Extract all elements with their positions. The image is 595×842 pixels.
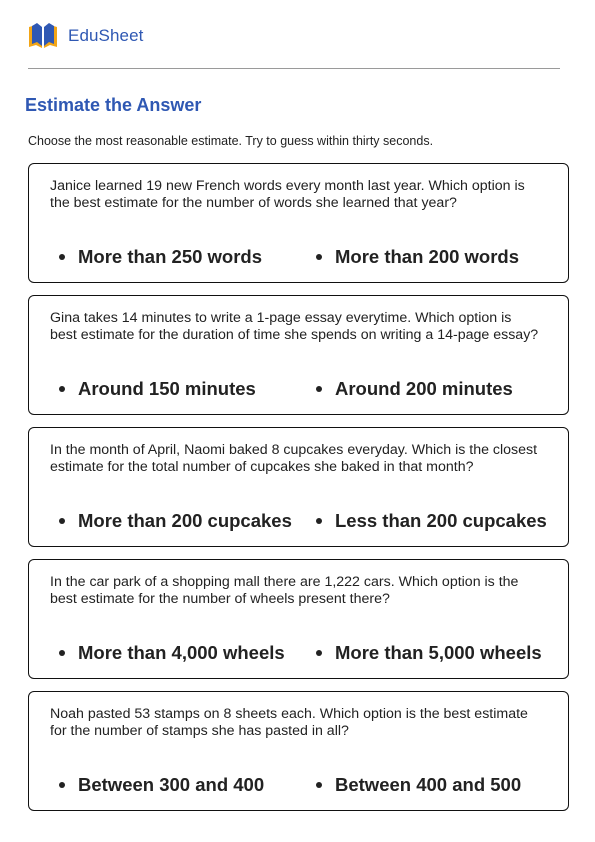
- question-card-4: [28, 559, 569, 679]
- question-card-1: [28, 163, 569, 283]
- option-label: More than 200 cupcakes: [78, 510, 292, 531]
- answer-option[interactable]: [316, 246, 573, 268]
- question-text: Noah pasted 53 stamps on 8 sheets each. Which option is the best estimate for the number of stamps she has pasted in all?: [50, 706, 528, 739]
- option-label: Around 150 minutes: [78, 378, 256, 399]
- bullet-icon: [316, 782, 322, 788]
- bullet-icon: [59, 782, 65, 788]
- answer-option[interactable]: [59, 642, 316, 664]
- answer-option[interactable]: [316, 774, 573, 796]
- question-card-2: [28, 295, 569, 415]
- option-label: More than 4,000 wheels: [78, 642, 285, 663]
- answer-options: [59, 774, 573, 796]
- bullet-icon: [316, 518, 322, 524]
- bullet-icon: [316, 386, 322, 392]
- question-list: [28, 163, 569, 823]
- option-label: Less than 200 cupcakes: [335, 510, 547, 531]
- brand-name: EduSheet: [68, 26, 144, 45]
- option-label: Between 400 and 500: [335, 774, 522, 795]
- option-label: More than 200 words: [335, 246, 520, 267]
- answer-option[interactable]: [59, 774, 316, 796]
- bullet-icon: [316, 254, 322, 260]
- answer-option[interactable]: [316, 378, 573, 400]
- answer-option[interactable]: [59, 246, 316, 268]
- question-text: Gina takes 14 minutes to write a 1-page essay everytime. Which option is best estimate for the duration of time she spends on writing a 14-page essay?: [50, 310, 539, 343]
- answer-option[interactable]: [59, 378, 316, 400]
- option-label: More than 5,000 wheels: [335, 642, 542, 663]
- header-divider: [28, 68, 560, 69]
- question-card-3: [28, 427, 569, 547]
- bullet-icon: [59, 254, 65, 260]
- question-card-5: [28, 691, 569, 811]
- bullet-icon: [59, 386, 65, 392]
- bullet-icon: [59, 518, 65, 524]
- option-label: Between 300 and 400: [78, 774, 265, 795]
- answer-option[interactable]: [59, 510, 316, 532]
- page-title: Estimate the Answer: [25, 95, 202, 115]
- answer-option[interactable]: [316, 642, 573, 664]
- option-label: More than 250 words: [78, 246, 263, 267]
- open-book-icon: [27, 20, 59, 52]
- question-text: Janice learned 19 new French words every month last year. Which option is the best estimate for the number of words she learned that year?: [50, 178, 525, 211]
- bullet-icon: [59, 650, 65, 656]
- answer-options: [59, 642, 573, 664]
- answer-options: [59, 246, 573, 268]
- question-text: In the month of April, Naomi baked 8 cupcakes everyday. Which is the closest estimate for the total number of cupcakes she baked in that month?: [50, 442, 538, 475]
- brand-header: [27, 20, 143, 52]
- question-text: In the car park of a shopping mall there are 1,222 cars. Which option is the best estimate for the number of wheels present there?: [50, 574, 519, 607]
- answer-option[interactable]: [316, 510, 573, 532]
- bullet-icon: [316, 650, 322, 656]
- answer-options: [59, 510, 573, 532]
- answer-options: [59, 378, 573, 400]
- instructions-text: Choose the most reasonable estimate. Try to guess within thirty seconds.: [28, 134, 434, 148]
- option-label: Around 200 minutes: [335, 378, 513, 399]
